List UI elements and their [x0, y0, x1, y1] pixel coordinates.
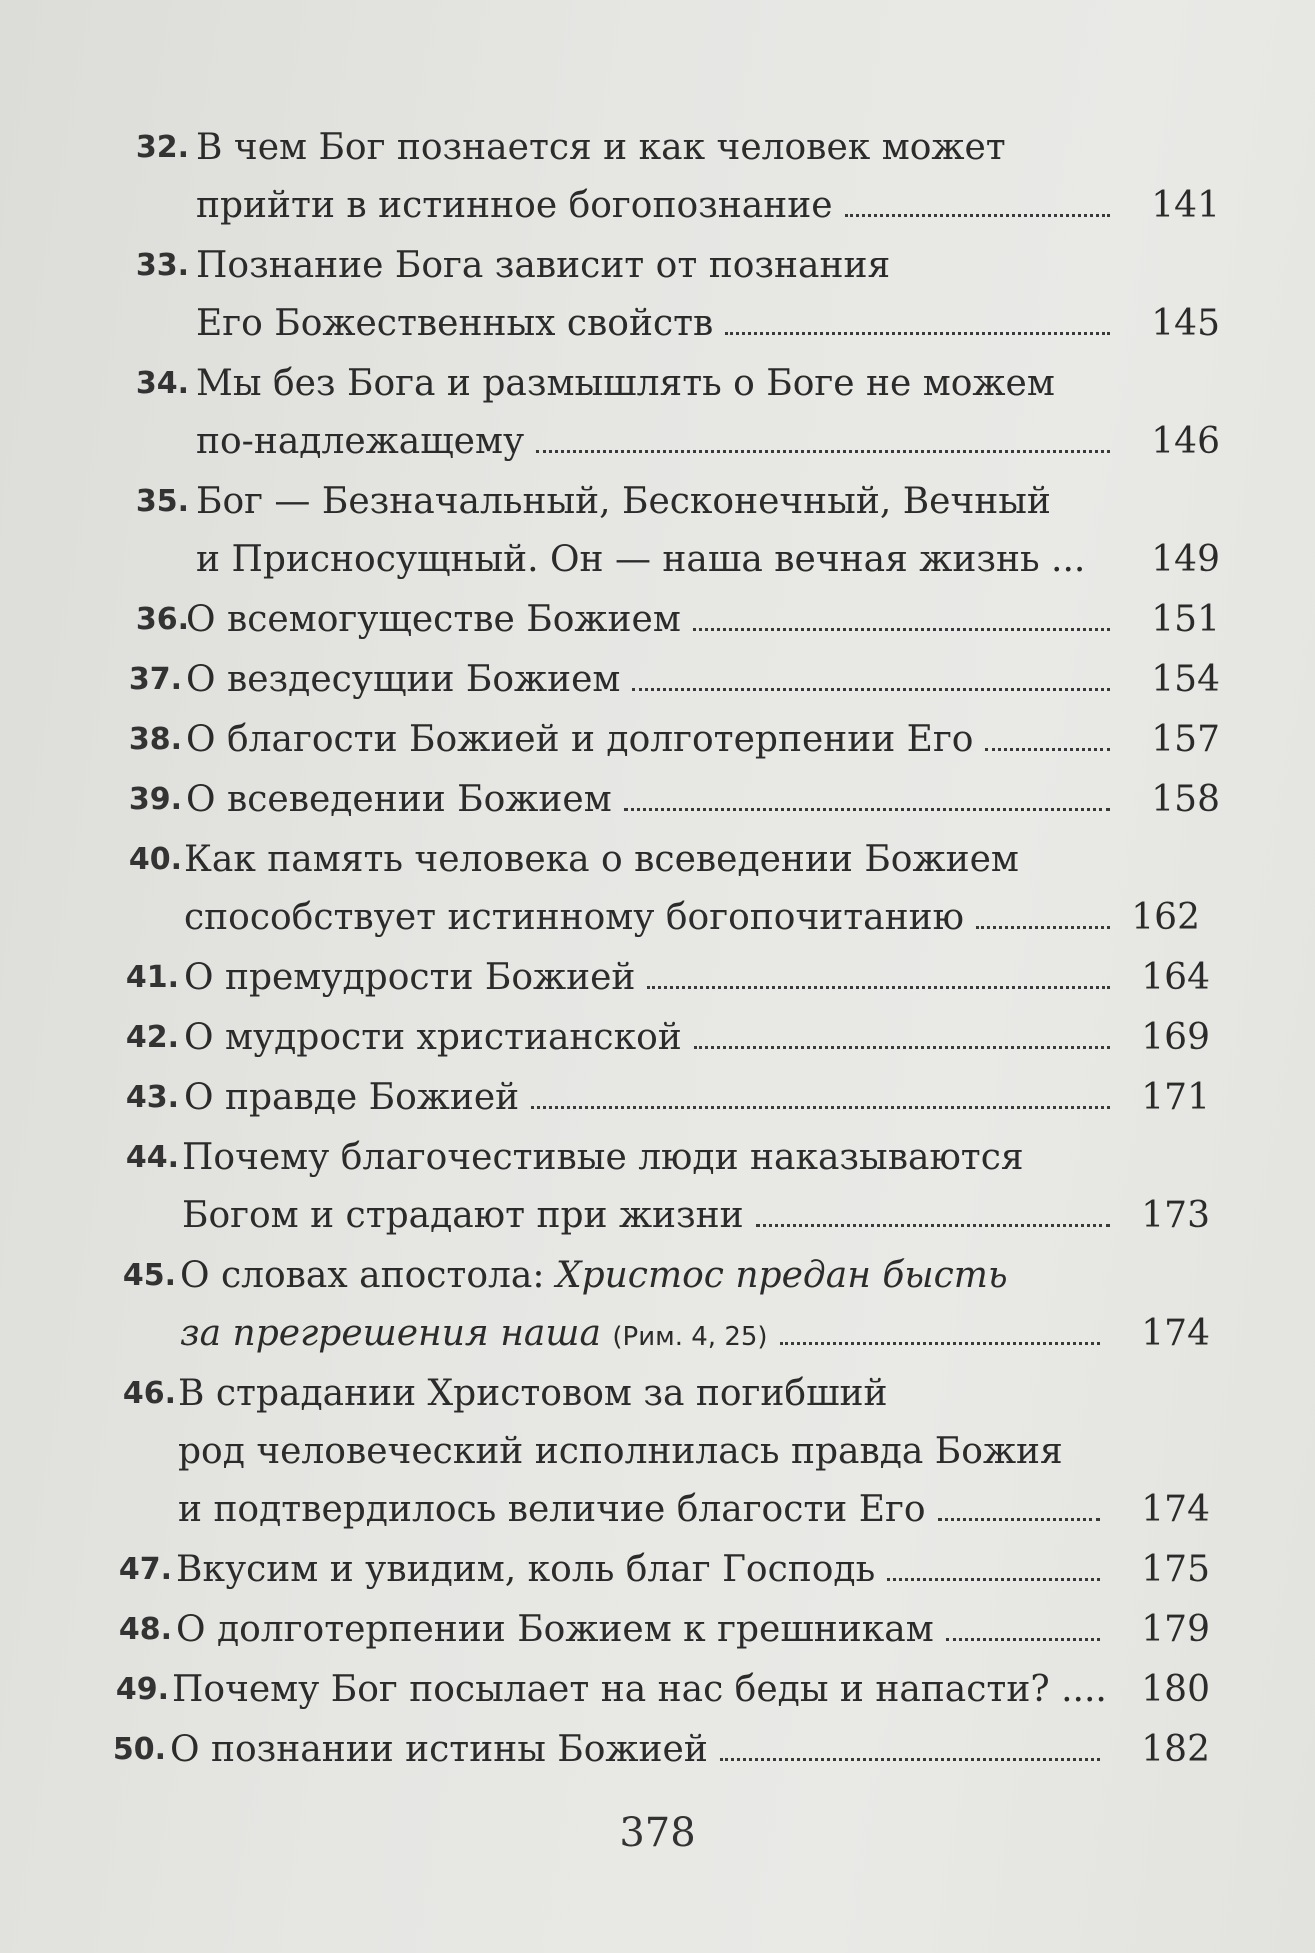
entry-number: 37.: [128, 662, 182, 697]
entry-title-text: Вкусим и увидим, коль благ Господь: [176, 1549, 876, 1590]
entry-title-text: Богом и страдают при жизни: [182, 1195, 744, 1236]
entry-page-number: 175: [1141, 1549, 1210, 1590]
entry-number: 35.: [135, 484, 189, 519]
toc-entry-34: [0, 354, 1315, 472]
entry-title-line: [182, 1186, 1116, 1246]
leader-dots: [780, 1342, 1100, 1345]
entry-title-line: [184, 1068, 1116, 1128]
toc-entry-44: [0, 1128, 1315, 1246]
entry-page-number: 157: [1151, 719, 1220, 760]
entry-title-line: Познание Бога зависит от познания: [196, 245, 891, 286]
leader-dots: [647, 986, 1110, 989]
entry-number: 49.: [115, 1672, 169, 1707]
entry-title-line: [186, 770, 1116, 830]
entry-page-number: 174: [1141, 1313, 1210, 1354]
scripture-quote: Христос предан бысть: [555, 1255, 1008, 1296]
entry-page-number: 182: [1141, 1729, 1210, 1770]
entry-page-number: 169: [1141, 1017, 1210, 1058]
entry-title-text: О всемогуществе Божием: [186, 599, 681, 640]
entry-title-line: Почему Бог посылает на нас беды и напасти? ....: [172, 1669, 1107, 1710]
entry-title-text: О мудрости христианской: [184, 1017, 682, 1058]
leader-dots: [531, 1106, 1110, 1109]
scripture-quote: за прегрешения наша: [180, 1313, 601, 1354]
toc-entry-45: [0, 1246, 1315, 1364]
entry-number: 47.: [118, 1552, 172, 1587]
entry-title-line: [186, 710, 1116, 770]
leader-dots: [976, 926, 1110, 929]
toc-entry-40: [0, 830, 1315, 948]
entry-title-text: прийти в истинное богопознание: [196, 185, 833, 226]
leader-dots: [887, 1578, 1100, 1581]
entry-number: 33.: [135, 248, 189, 283]
entry-number: 48.: [118, 1612, 172, 1647]
entry-title-line: и Присносущный. Он — наша вечная жизнь ...: [196, 539, 1086, 580]
entry-number: 32.: [135, 130, 189, 165]
leader-dots: [985, 748, 1110, 751]
entry-title-line: [196, 412, 1116, 472]
toc-entry-47: [0, 1540, 1315, 1600]
entry-number: 38.: [128, 722, 182, 757]
toc-entry-32: [0, 118, 1315, 236]
entry-title-text: по-надлежащему: [196, 421, 525, 462]
entry-title-line: [184, 948, 1116, 1008]
entry-title-text: О премудрости Божией: [184, 957, 636, 998]
entry-title-text: О правде Божией: [184, 1077, 520, 1118]
entry-title-line: [186, 590, 1116, 650]
toc-entry-38: [0, 710, 1315, 770]
leader-dots: [938, 1518, 1100, 1521]
leader-dots: [624, 808, 1110, 811]
entry-title-text: О вездесущии Божием: [186, 659, 621, 700]
entry-number: 36.: [135, 602, 189, 637]
entry-title-line: Бог — Безначальный, Бесконечный, Вечный: [196, 481, 1051, 522]
entry-number: 40.: [128, 842, 182, 877]
leader-dots: [694, 1046, 1110, 1049]
toc-entry-50: [0, 1720, 1315, 1780]
entry-title-line: Почему благочестивые люди наказываются: [182, 1137, 1024, 1178]
entry-number: 44.: [125, 1140, 179, 1175]
toc-entry-49: [0, 1660, 1315, 1720]
toc-entry-43: [0, 1068, 1315, 1128]
entry-number: 39.: [128, 782, 182, 817]
entry-title-line: [170, 1720, 1106, 1780]
toc-entry-36: [0, 590, 1315, 650]
entry-title-text: О словах апостола:: [180, 1255, 556, 1296]
entry-page-number: 162: [1131, 897, 1200, 938]
toc-entry-41: [0, 948, 1315, 1008]
entry-title-line: В чем Бог познается и как человек может: [196, 127, 1006, 168]
entry-title-text: О благости Божией и долготерпении Его: [186, 719, 974, 760]
entry-page-number: 145: [1151, 303, 1220, 344]
entry-title-text: О всеведении Божием: [186, 779, 612, 820]
entry-title-line: [176, 1600, 1106, 1660]
toc-entry-42: [0, 1008, 1315, 1068]
entry-page-number: 180: [1141, 1669, 1210, 1710]
entry-title-text: способствует истинному богопочитанию: [184, 897, 964, 938]
leader-dots: [536, 450, 1110, 453]
entry-number: 43.: [125, 1080, 179, 1115]
entry-title-text: О познании истины Божией: [170, 1729, 708, 1770]
entry-number: 46.: [122, 1376, 176, 1411]
entry-title-line: [196, 176, 1116, 236]
entry-title-line: В страдании Христовом за погибший: [178, 1373, 888, 1414]
toc-entry-39: [0, 770, 1315, 830]
entry-title-line: [180, 1304, 1106, 1364]
leader-dots: [720, 1758, 1100, 1761]
leader-dots: [725, 332, 1110, 335]
leader-dots: [756, 1224, 1110, 1227]
entry-page-number: 171: [1141, 1077, 1210, 1118]
entry-page-number: 173: [1141, 1195, 1210, 1236]
entry-page-number: 164: [1141, 957, 1210, 998]
page-number: 378: [619, 1810, 696, 1856]
entry-page-number: 146: [1151, 421, 1220, 462]
toc-entry-35: [0, 472, 1315, 590]
entry-page-number: 158: [1151, 779, 1220, 820]
toc-entry-33: [0, 236, 1315, 354]
entry-title-line: Мы без Бога и размышлять о Боге не можем: [196, 363, 1055, 404]
entry-title-line: [176, 1540, 1106, 1600]
leader-dots: [632, 688, 1110, 691]
toc-entry-46: [0, 1364, 1315, 1540]
entry-title-line: [178, 1480, 1106, 1540]
toc-entry-37: [0, 650, 1315, 710]
entry-page-number: 154: [1151, 659, 1220, 700]
leader-dots: [946, 1638, 1100, 1641]
scripture-reference: (Рим. 4, 25): [612, 1322, 768, 1352]
entry-number: 34.: [135, 366, 189, 401]
entry-number: 41.: [125, 960, 179, 995]
leader-dots: [845, 214, 1110, 217]
entry-title-line: Как память человека о всеведении Божием: [184, 839, 1019, 880]
entry-title-text: Его Божественных свойств: [196, 303, 714, 344]
entry-page-number: 174: [1141, 1489, 1210, 1530]
entry-number: 42.: [125, 1020, 179, 1055]
entry-title-line: [186, 650, 1116, 710]
entry-number: 50.: [112, 1732, 166, 1767]
entry-page-number: 151: [1151, 599, 1220, 640]
entry-number: 45.: [122, 1258, 176, 1293]
leader-dots: [693, 628, 1110, 631]
entry-page-number: 141: [1151, 185, 1220, 226]
entry-page-number: 149: [1151, 539, 1220, 580]
entry-title-line: [180, 1246, 1008, 1306]
entry-page-number: 179: [1141, 1609, 1210, 1650]
entry-title-line: [184, 888, 1116, 948]
entry-title-line: род человеческий исполнилась правда Божия: [178, 1431, 1063, 1472]
entry-title-line: [184, 1008, 1116, 1068]
entry-title-text: и подтвердилось величие благости Его: [178, 1489, 926, 1530]
entry-title-text: О долготерпении Божием к грешникам: [176, 1609, 934, 1650]
toc-entry-48: [0, 1600, 1315, 1660]
entry-title-line: [196, 294, 1116, 354]
